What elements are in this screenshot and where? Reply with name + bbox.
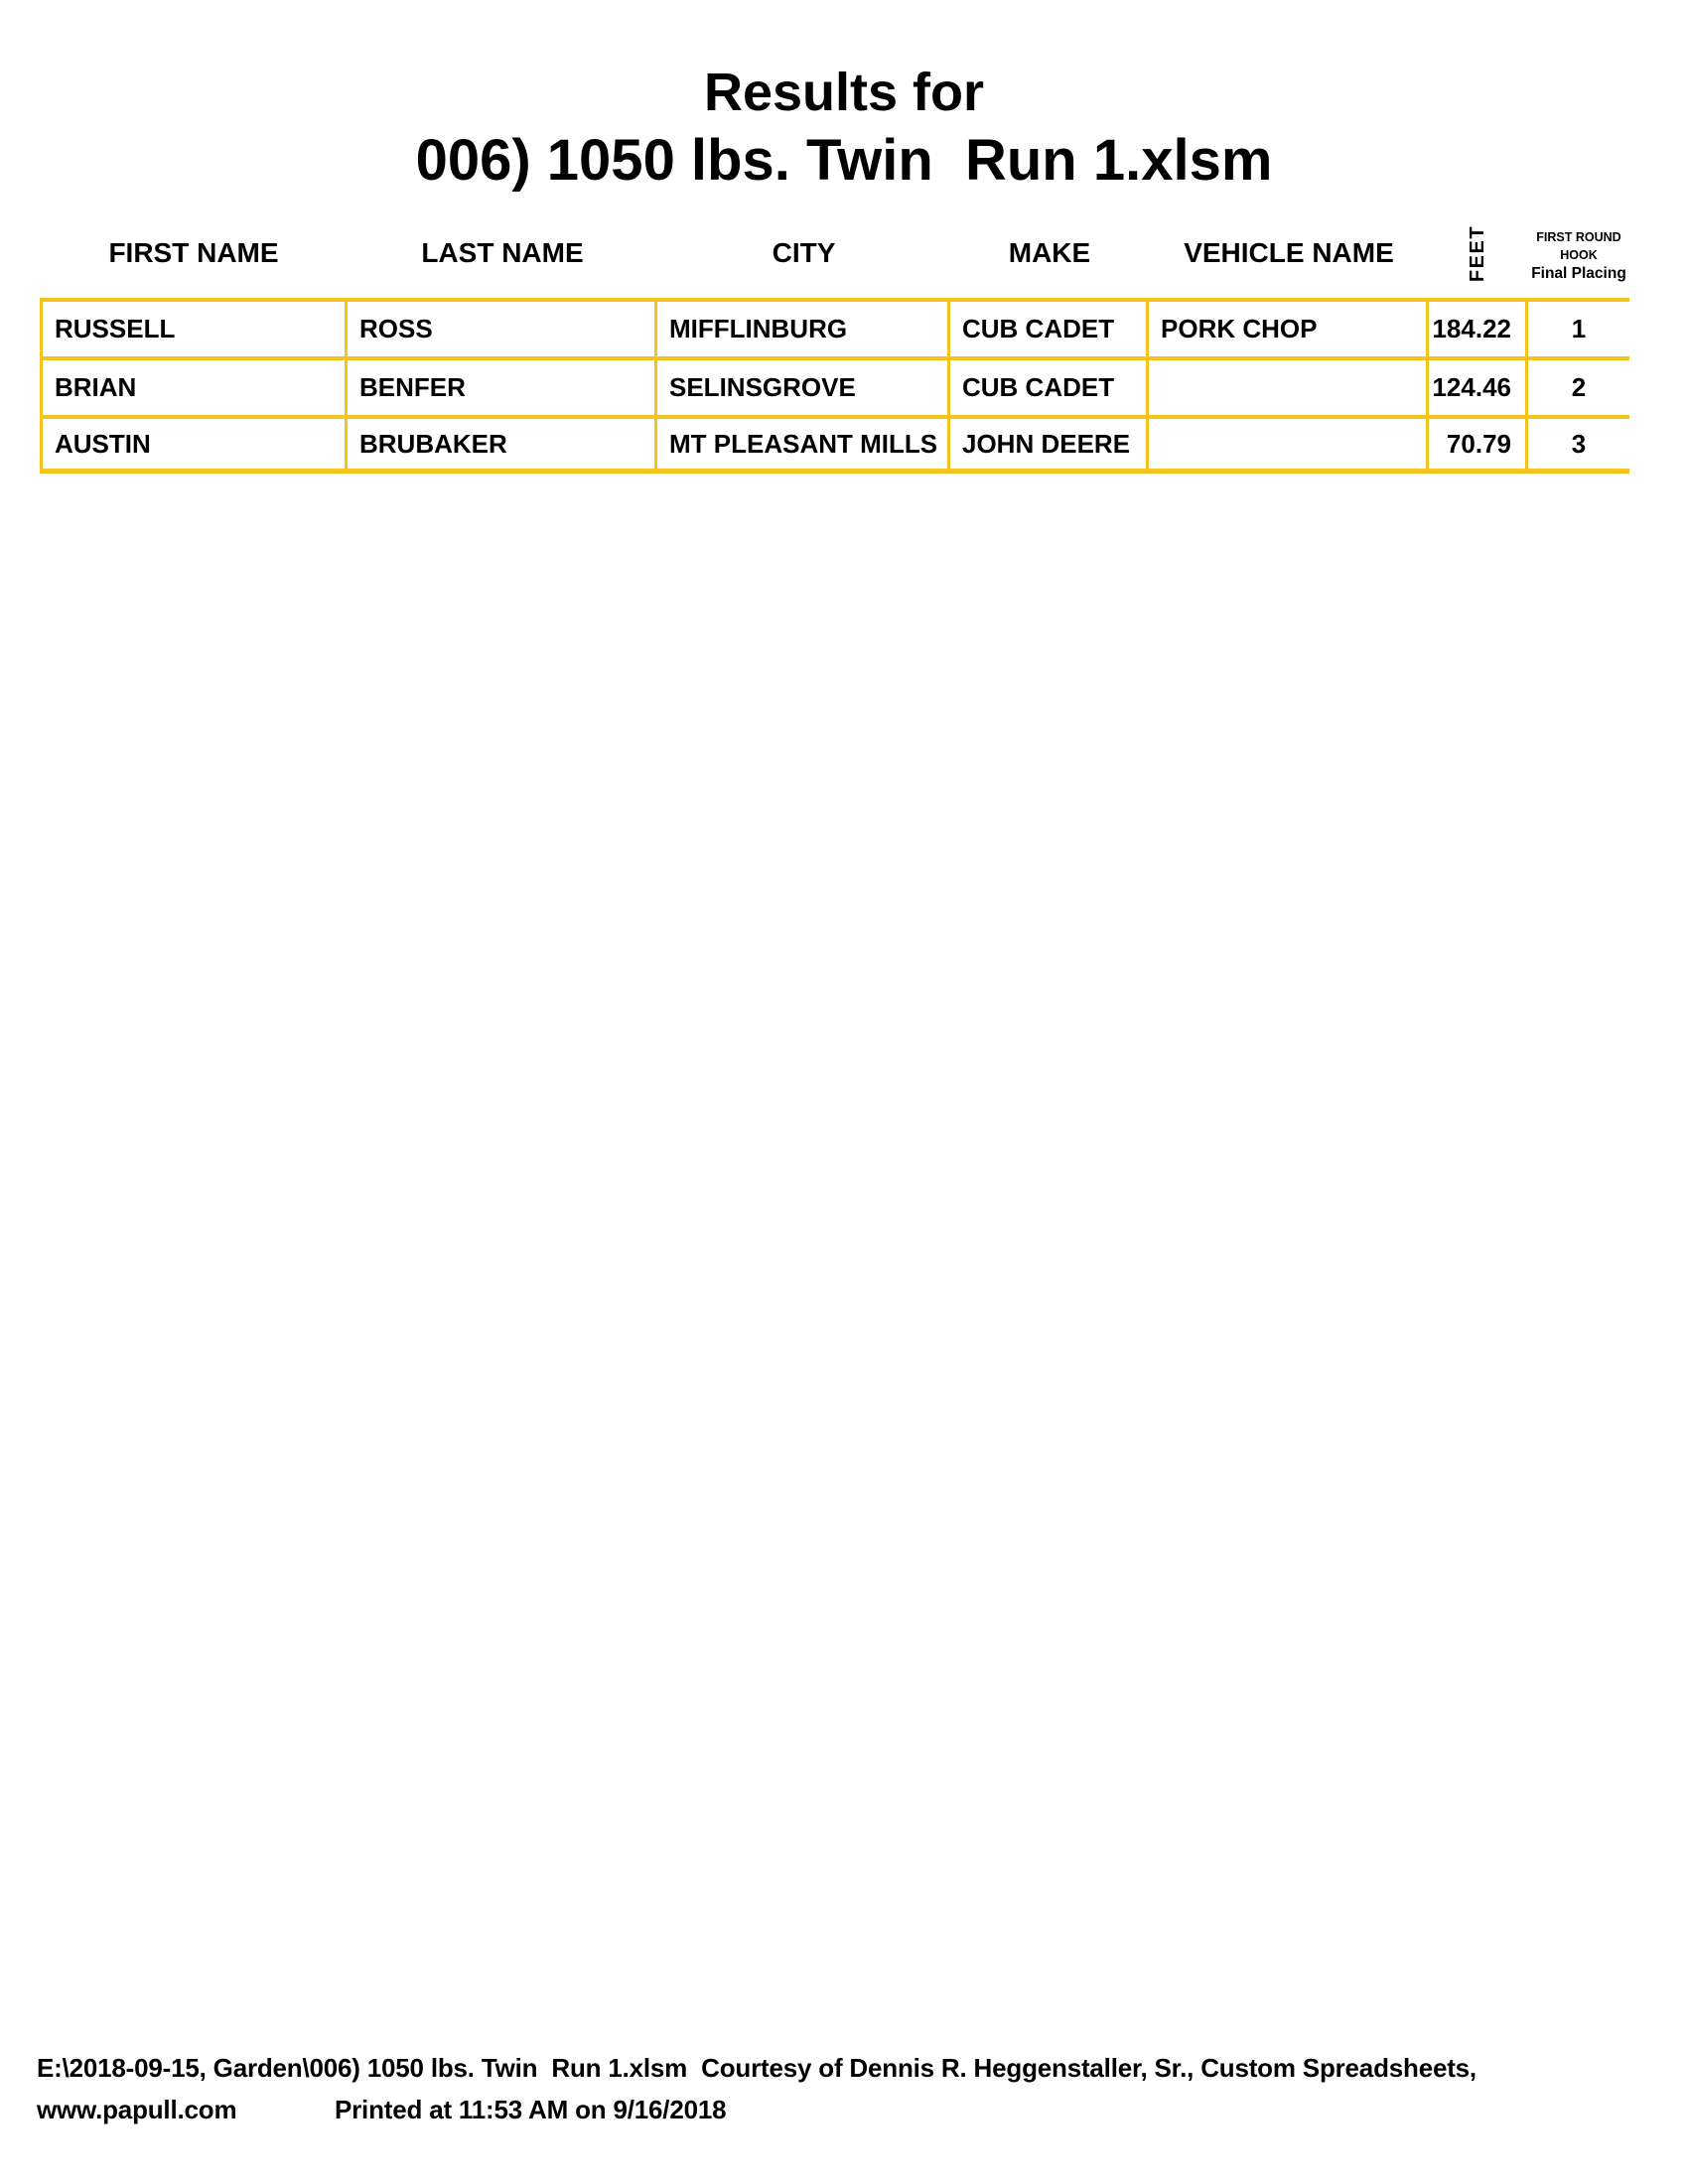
- hook-header-line2: HOOK: [1560, 247, 1598, 262]
- cell-last-name: BENFER: [348, 356, 657, 415]
- cell-feet: 184.22: [1429, 298, 1528, 356]
- footer-website: www.papull.com: [37, 2095, 237, 2124]
- results-table: [40, 218, 1629, 474]
- cell-first-name: AUSTIN: [40, 415, 348, 474]
- column-header-vehicle-name: VEHICLE NAME: [1184, 237, 1394, 268]
- cell-make: CUB CADET: [950, 298, 1149, 356]
- cell-make: CUB CADET: [950, 356, 1149, 415]
- cell-last-name: ROSS: [348, 298, 657, 356]
- cell-city: MIFFLINBURG: [657, 298, 950, 356]
- cell-feet: 124.46: [1429, 356, 1528, 415]
- footer-file-path-line: E:\2018-09-15, Garden\006) 1050 lbs. Twin Run 1.xlsm Courtesy of Dennis R. Heggenstaller, Sr., Custom Spreadsheets,: [37, 2053, 1477, 2083]
- cell-placing: 2: [1528, 356, 1629, 415]
- column-header-feet: [1429, 218, 1528, 298]
- cell-first-name: RUSSELL: [40, 298, 348, 356]
- cell-placing: 1: [1528, 298, 1629, 356]
- cell-vehicle-name: [1149, 356, 1429, 415]
- cell-vehicle-name: [1149, 415, 1429, 474]
- cell-first-name: BRIAN: [40, 356, 348, 415]
- cell-city: SELINSGROVE: [657, 356, 950, 415]
- feet-rotated-label: FEET: [1467, 224, 1489, 282]
- column-header-last-name: LAST NAME: [421, 237, 584, 268]
- column-header-first-name: FIRST NAME: [108, 237, 279, 268]
- cell-feet: 70.79: [1429, 415, 1528, 474]
- footer-printed-timestamp: Printed at 11:53 AM on 9/16/2018: [335, 2095, 727, 2124]
- hook-header-line1: FIRST ROUND: [1536, 229, 1621, 244]
- cell-vehicle-name: PORK CHOP: [1149, 298, 1429, 356]
- cell-make: JOHN DEERE: [950, 415, 1149, 474]
- hook-header-line3: Final Placing: [1531, 264, 1626, 282]
- cell-placing: 3: [1528, 415, 1629, 474]
- page-title: Results for: [703, 63, 985, 122]
- page-footer: [37, 2047, 1665, 2130]
- column-header-make: MAKE: [1008, 237, 1091, 268]
- cell-last-name: BRUBAKER: [348, 415, 657, 474]
- footer-print-line: [37, 2089, 1665, 2130]
- page-subtitle: 006) 1050 lbs. Twin Run 1.xlsm: [415, 128, 1273, 193]
- column-header-city: CITY: [772, 237, 836, 268]
- cell-city: MT PLEASANT MILLS: [657, 415, 950, 474]
- column-header-final-placing: [1528, 218, 1629, 298]
